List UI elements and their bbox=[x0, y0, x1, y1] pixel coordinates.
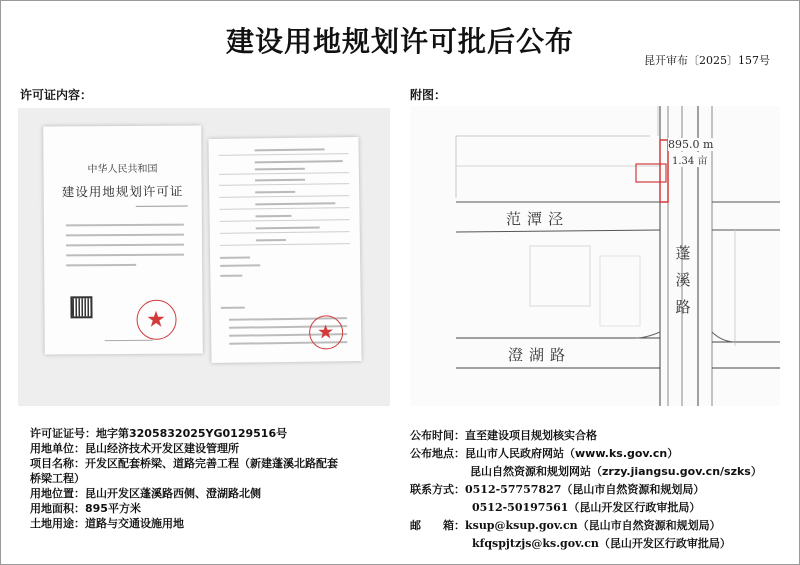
publication-place-value-2: 昆山自然资源和规划网站（zrzy.jiangsu.gov.cn/szks） bbox=[470, 465, 762, 478]
contact-phone-2: 0512-50197561（昆山开发区行政审批局） bbox=[472, 501, 701, 514]
permit-number-row: 许可证证号：地字第3205832025YG0129516号 bbox=[30, 427, 288, 440]
certificate-country: 中华人民共和国 bbox=[87, 163, 158, 176]
certificate-date-line bbox=[105, 340, 153, 341]
certificate-title: 建设用地规划许可证 bbox=[61, 183, 184, 200]
publication-place-value-1: 昆山市人民政府网站（www.ks.gov.cn） bbox=[465, 447, 679, 460]
certificate-photo bbox=[18, 108, 390, 406]
document-number: 昆开审布〔2025〕157号 bbox=[644, 54, 770, 67]
certificate-detail-page bbox=[208, 137, 361, 363]
publication-place-label: 公布地点： bbox=[410, 447, 465, 460]
road-label-chenghu: 澄湖路 bbox=[508, 346, 572, 364]
permit-area-row: 用地面积：895平方米 bbox=[30, 502, 141, 515]
contact-label: 联系方式： bbox=[410, 483, 465, 496]
mail-value-2: kfqspjtzjs@ks.gov.cn（昆山开发区行政审批局） bbox=[472, 537, 731, 550]
certificate-number-line bbox=[136, 206, 188, 207]
permit-number-value: 地字第3205832025YG0129516号 bbox=[96, 427, 288, 440]
page-title: 建设用地规划许可批后公布 bbox=[225, 25, 574, 58]
attachment-map bbox=[410, 106, 780, 406]
permit-unit-value: 昆山经济技术开发区建设管理所 bbox=[85, 442, 239, 455]
map-drawing bbox=[410, 106, 780, 406]
detail-row bbox=[220, 223, 350, 234]
official-seal-icon bbox=[136, 300, 176, 340]
detail-row bbox=[219, 145, 349, 156]
detail-row bbox=[219, 199, 349, 210]
permit-project-row: 项目名称：开发区配套桥梁、道路完善工程（新建蓬溪北路配套 bbox=[30, 457, 338, 470]
detail-row bbox=[220, 235, 350, 246]
permit-use-row: 土地用途：道路与交通设施用地 bbox=[30, 517, 184, 530]
detail-row bbox=[219, 187, 349, 198]
detail-row bbox=[219, 175, 349, 186]
permit-area-value: 895平方米 bbox=[85, 502, 141, 515]
publication-time-label: 公布时间： bbox=[410, 429, 465, 442]
certificate-text-line bbox=[66, 254, 184, 257]
permit-project-value-cont: 桥梁工程） bbox=[30, 472, 85, 485]
contact-phone-1: 0512-57757827（昆山市自然资源和规划局） bbox=[465, 483, 705, 496]
detail-row bbox=[219, 211, 349, 222]
official-seal-icon bbox=[309, 315, 343, 349]
certificate-front-page bbox=[43, 125, 203, 354]
qr-code-icon bbox=[70, 296, 92, 318]
permit-location-value: 昆山开发区蓬溪路西侧、澄湖路北侧 bbox=[85, 487, 261, 500]
permit-location-row: 用地位置：昆山开发区蓬溪路西侧、澄湖路北侧 bbox=[30, 487, 261, 500]
detail-row bbox=[219, 157, 349, 175]
certificate-text-line bbox=[66, 234, 184, 237]
detail-text-line bbox=[220, 256, 250, 258]
mail-label: 邮 箱： bbox=[410, 519, 465, 532]
certificate-text-line bbox=[66, 224, 184, 227]
permit-project-value: 开发区配套桥梁、道路完善工程（新建蓬溪北路配套 bbox=[85, 457, 338, 470]
attachment-map-heading: 附图： bbox=[410, 88, 447, 102]
detail-text-line bbox=[220, 264, 260, 267]
mail-value-1: ksup@ksup.gov.cn（昆山市自然资源和规划局） bbox=[465, 519, 721, 532]
publication-time-value: 直至建设项目规划核实合格 bbox=[465, 429, 597, 442]
permit-use-value: 道路与交通设施用地 bbox=[85, 517, 184, 530]
detail-text-line bbox=[221, 307, 245, 309]
map-area-mu-label: 1.34 亩 bbox=[672, 152, 707, 167]
certificate-text-line bbox=[66, 264, 136, 266]
permit-project-row-cont bbox=[30, 471, 390, 486]
permit-unit-row: 用地单位：昆山经济技术开发区建设管理所 bbox=[30, 442, 239, 455]
road-label-pengxi: 蓬溪路 bbox=[675, 244, 691, 316]
map-area-label: 895.0 m bbox=[668, 138, 714, 151]
certificate-text-line bbox=[66, 244, 184, 247]
permit-info bbox=[30, 426, 390, 531]
detail-text-line bbox=[220, 275, 242, 277]
permit-content-heading: 许可证内容： bbox=[20, 88, 93, 102]
road-label-fantanjing: 范潭泾 bbox=[506, 210, 570, 228]
